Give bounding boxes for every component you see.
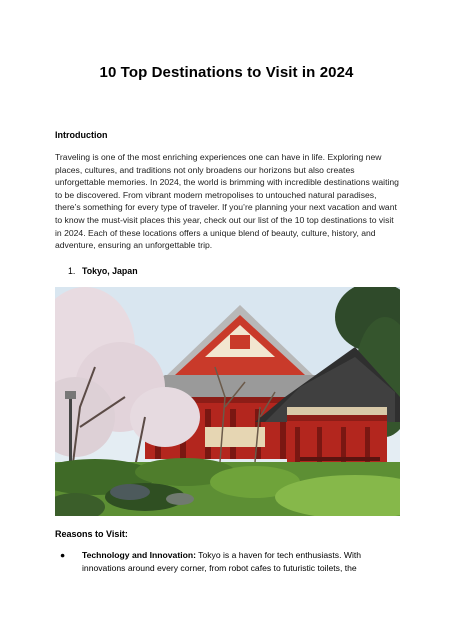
bullet-text xyxy=(82,549,400,574)
introduction-heading: Introduction xyxy=(55,130,108,140)
tokyo-temple-photo xyxy=(55,287,400,516)
introduction-paragraph: Traveling is one of the most enriching experiences one can have in life. Exploring new places, cultures, and traditions not only broadens our horizons but also creates unforgettable memories. In 2024, the world is brimming with incredible destinations waiting to be discovered. From vibrant modern metropolises to untouched natural paradises, there’s something for every type of traveler. If you’re planning your next vacation and want to know the must-visit places this year, check out our list of the 10 top destinations to visit in 2024. Each of these locations offers a unique blend of beauty, culture, history, and adventure, ensuring an unforgettable trip. xyxy=(55,152,399,251)
bullet-body: Tokyo is a haven for tech enthusiasts. With innovations around every corner, from robot cafes to futuristic toilets, the xyxy=(82,550,362,573)
list-item-number: 1. xyxy=(68,266,76,276)
bullet-lead: Technology and Innovation: xyxy=(82,550,196,560)
reasons-heading: Reasons to Visit: xyxy=(55,529,128,539)
list-item-name: Tokyo, Japan xyxy=(82,266,138,276)
document-title: 10 Top Destinations to Visit in 2024 xyxy=(99,64,354,81)
list-item-tokyo xyxy=(68,266,138,276)
bullet-icon: ● xyxy=(60,550,66,560)
